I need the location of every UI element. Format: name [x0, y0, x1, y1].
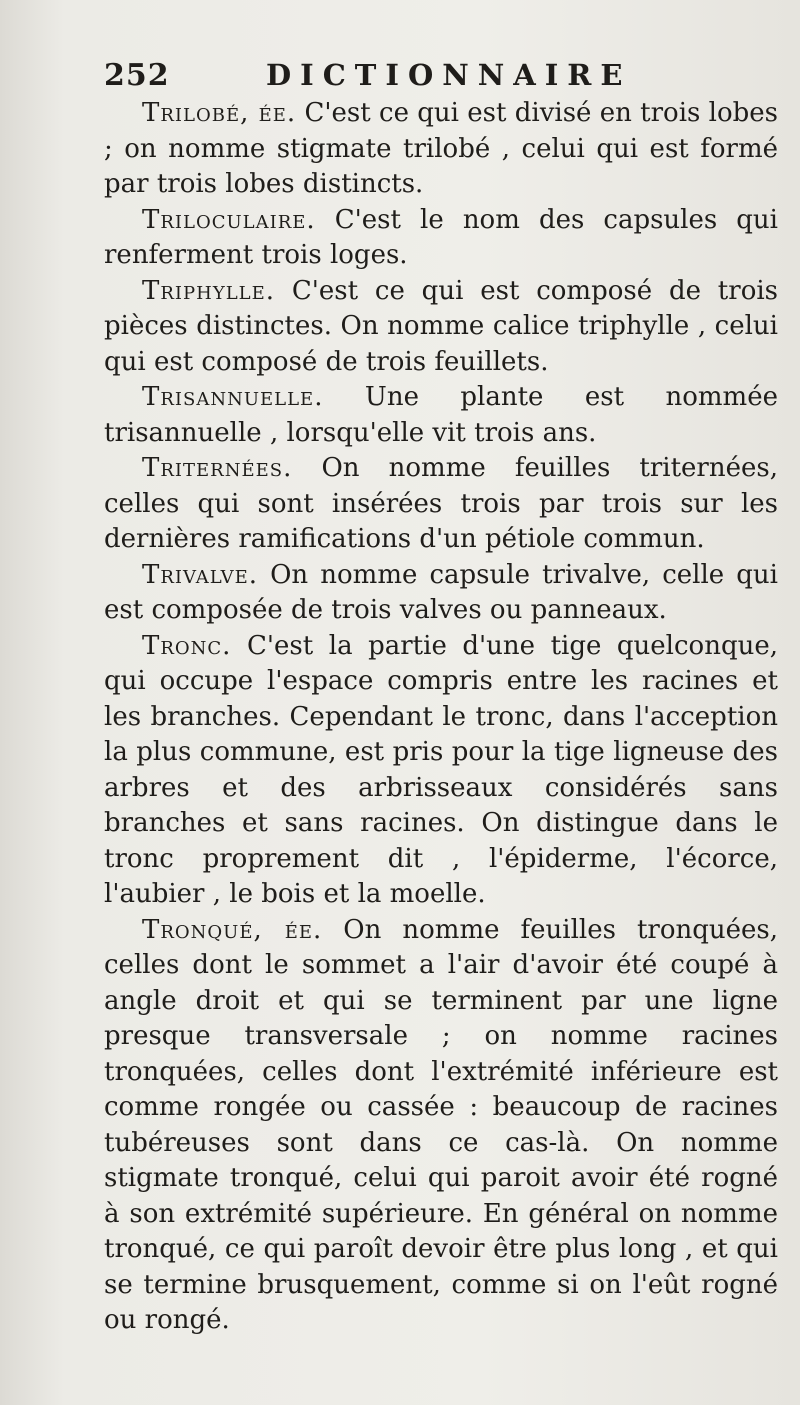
- dictionary-entries: [104, 96, 778, 1339]
- entry-triternees: [104, 451, 778, 558]
- entry-term: Trisannuelle.: [142, 382, 324, 412]
- entry-text: On nomme feuilles triternées, celles qui sont insérées trois par trois sur les dernières ramifications d'un pétiole commun.: [104, 453, 778, 554]
- entry-text: Une plante est nommée trisannuelle , lorsqu'elle vit trois ans.: [104, 382, 778, 448]
- entry-triloculaire: [104, 203, 778, 274]
- entry-text: On nomme capsule trivalve, celle qui est composée de trois valves ou panneaux.: [104, 559, 778, 625]
- running-title: DICTIONNAIRE: [266, 58, 632, 92]
- entry-tronc: [104, 629, 778, 913]
- entry-term: Trivalve.: [142, 559, 259, 590]
- entry-term: Triternées.: [142, 453, 293, 483]
- entry-trilobe: [104, 96, 778, 203]
- entry-tronque: [104, 913, 778, 1339]
- entry-text: C'est ce qui est divisé en trois lobes ; on nomme stigmate trilobé , celui qui est formé par trois lobes distincts.: [104, 98, 779, 199]
- entry-trivalve: [104, 558, 778, 629]
- entry-text: C'est ce qui est composé de trois pièces distinctes. On nomme calice triphylle , celui qui est composé de trois feuillets.: [104, 275, 778, 377]
- entry-text: C'est la partie d'une tige quelconque, qui occupe l'espace compris entre les racines et les branches. Cependant le tronc, dans l'acception la plus commune, est pris pour la tige ligneuse des arbres et des arbrisseaux considérés sans branches et sans racines. On distingue dans le tronc proprement dit , l'épiderme, l'écorce, l'aubier , le bois et la moelle.: [104, 630, 778, 909]
- page-number: 252: [104, 58, 170, 93]
- entry-term: Tronqué, ée.: [142, 914, 323, 945]
- entry-term: Triphylle.: [142, 275, 276, 306]
- page-header: [104, 52, 778, 96]
- entry-term: Tronc.: [142, 630, 232, 661]
- entry-text: On nomme feuilles tronquées, celles dont le sommet a l'air d'avoir été coupé à angle droit et qui se terminent par une ligne presque transversale ; on nomme racines tronquées, celles dont l'extrémité inférieure est comme rongée ou cassée : beaucoup de racines tubéreuses sont dans ce cas-là. On nomme stigmate tronqué, celui qui paroit avoir été rogné à son extrémité supérieure. En général on nomme tronqué, ce qui paroît devoir être plus long , et qui se termine brusquement, comme si on l'eût rogné ou rongé.: [104, 914, 778, 1335]
- entry-term: Triloculaire.: [142, 204, 316, 235]
- entry-term: Trilobé, ée.: [142, 98, 297, 128]
- entry-triphylle: [104, 274, 778, 381]
- entry-text: C'est le nom des capsules qui renferment trois loges.: [104, 204, 778, 270]
- entry-trisannuelle: [104, 380, 778, 451]
